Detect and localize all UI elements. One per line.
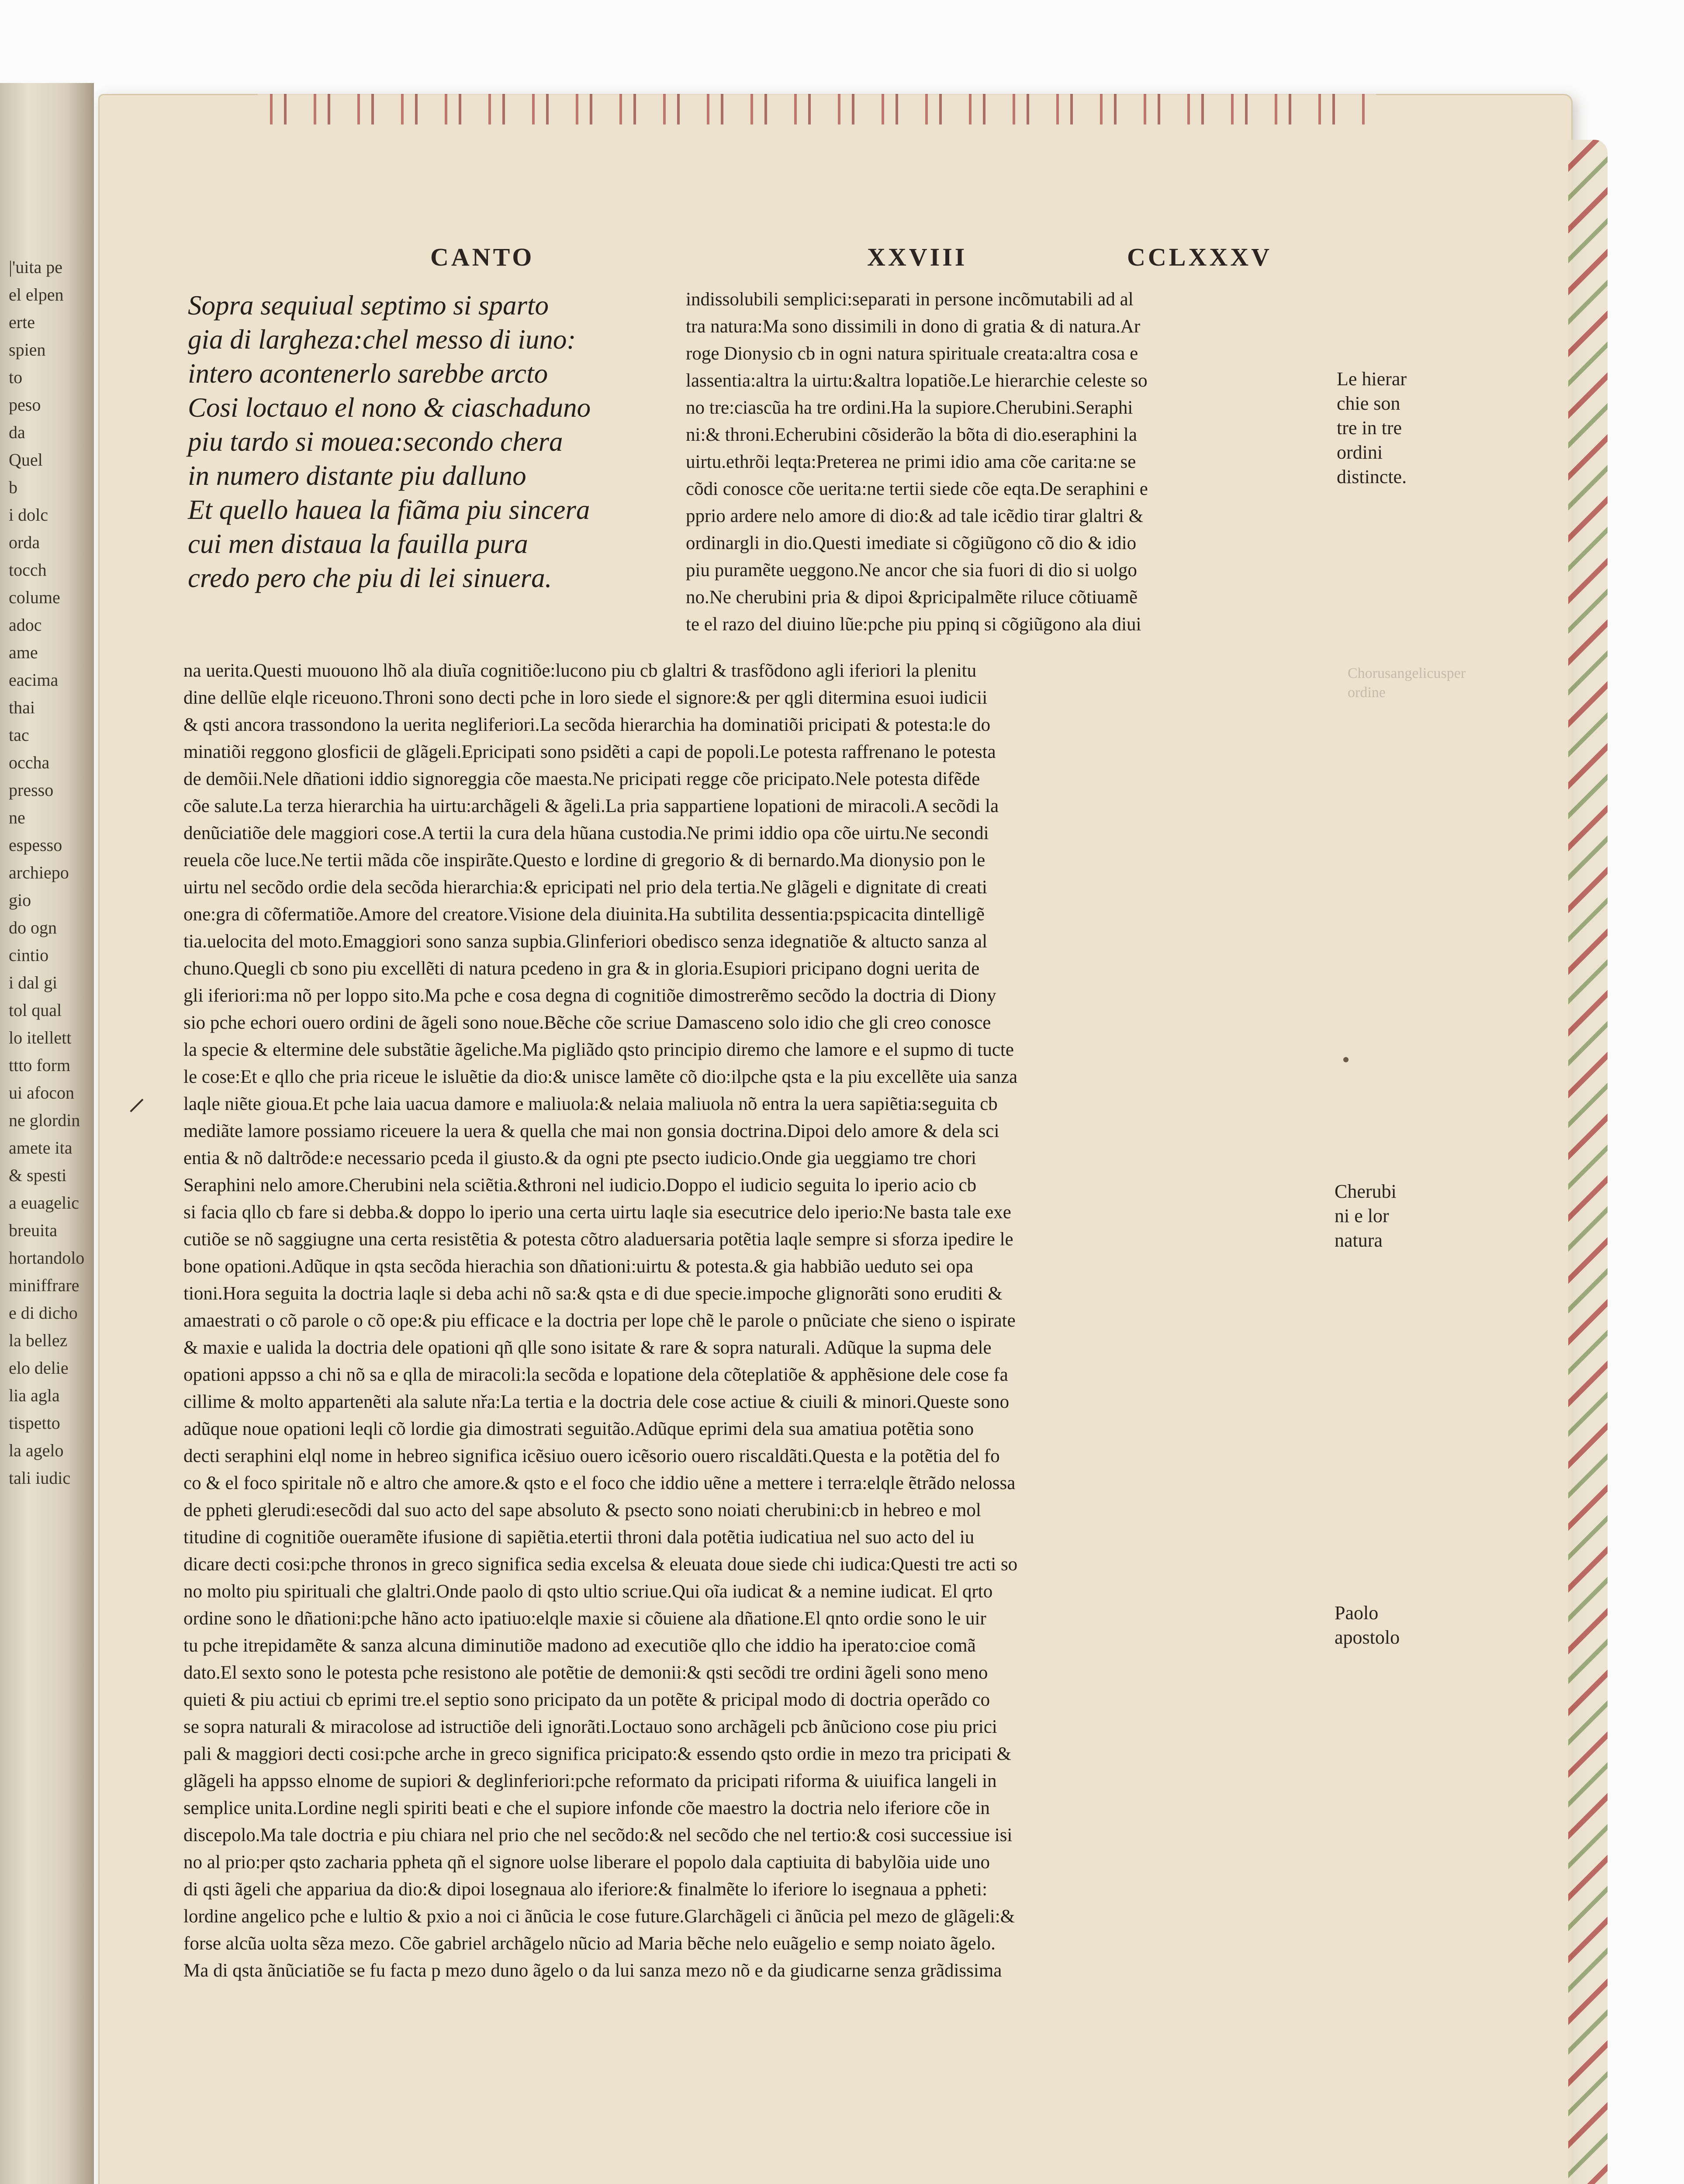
commentary-line: si facia qllo cb fare si debba.& doppo lo iperio una certa uirtu laqle sia esecutrice delo iperio:Ne basta tale exe — [183, 1202, 1011, 1223]
commentary-line: glãgeli ha appsso elnome de supiori & deglinferiori:pche reformato da pricipati riforma & uiuifica langeli in — [183, 1771, 997, 1791]
facing-page-line: lia agla — [9, 1386, 60, 1405]
facing-page-line: tali iudic — [9, 1468, 71, 1488]
facing-page-line: e di dicho — [9, 1303, 78, 1323]
commentary-line: uirtu.ethrõi leqta:Preterea ne primi idio ama cõe carita:ne se — [686, 452, 1136, 472]
facing-page-line: tac — [9, 725, 29, 745]
commentary-top-column — [686, 286, 1332, 638]
commentary-line: roge Dionysio cb in ogni natura spirituale creata:altra cosa e — [686, 343, 1138, 364]
facing-page-line: Quel — [9, 450, 43, 470]
facing-page-text — [9, 253, 92, 1878]
facing-page-line: elo delie — [9, 1358, 69, 1378]
facing-page-line: b — [9, 477, 17, 497]
commentary-line: dicare decti cosi:pche thronos in greco significa sedia excelsa & eleuata doue siede chi iudica:Questi tre acti so — [183, 1554, 1018, 1575]
commentary-line: le cose:Et e qllo che pria riceue le isluẽtie da dio:& unisce lamẽte cõ dio:ilpche qsta e la piu excellẽte uia sanza — [183, 1067, 1018, 1087]
commentary-line: na uerita.Questi muouono lhõ ala diuĩa cognitiõe:lucono piu cb glaltri & trasfõdono agli iferiori la plenitu — [183, 660, 977, 681]
commentary-line: opationi appsso a chi nõ sa e qlla de miracoli:la secõda e lopatione dela cõteplatiõe & apphẽsione dele cose fa — [183, 1365, 1008, 1385]
facing-page-line: cintio — [9, 945, 49, 965]
commentary-line: forse alcũa uolta sẽza mezo. Cõe gabriel archãgelo nũcio ad Maria bẽche nelo euãgelio e semp noiato ãgelo. — [183, 1933, 996, 1954]
commentary-line: pprio ardere nelo amore di dio:& ad tale icẽdio tirar glaltri & — [686, 506, 1144, 526]
facing-page-line: colume — [9, 587, 60, 607]
folio-number: CCLXXXV — [1127, 243, 1272, 271]
commentary-line: sio pche echori ouero ordini de ãgeli sono noue.Bẽche cõe scriue Damasceno solo idio che gli creo conosce — [183, 1013, 991, 1033]
commentary-line: Ma di qsta ãnũciatiõe se fu facta p mezo duno ãgelo o da lui sanza mezo nõ e da giudicarne senza grãdissima — [183, 1960, 1002, 1981]
commentary-line: ordinargli in dio.Questi imediate si cõgiũgono cõ dio & idio — [686, 533, 1137, 553]
running-head-canto-number: XXVIII — [867, 243, 968, 271]
margin-note-line: ni e lor — [1335, 1205, 1389, 1227]
facing-page-line: do ogn — [9, 918, 57, 937]
facing-page-line: eacima — [9, 670, 59, 690]
commentary-line: cutiõe se nõ saggiugne una certa resistẽtia & potesta cõtro aladuersaria potẽtia laqle sempre si sforza ipedire le — [183, 1229, 1013, 1250]
margin-note-line: apostolo — [1335, 1627, 1400, 1648]
commentary-line: piu puramẽte ueggono.Ne ancor che sia fuori di dio si uolgo — [686, 560, 1137, 581]
margin-note-cherubini — [1335, 1179, 1461, 1253]
facing-page-line: amete ita — [9, 1138, 73, 1158]
commentary-line: de ppheti glerudi:esecõdi dal suo acto del sape absoluto & psecto sono noiati cherubini:cb in hebreo e mol — [183, 1500, 981, 1521]
commentary-line: laqle niẽte gioua.Et pche laia uacua damore e maliuola:& nelaia maliuola nõ entra la uera sapiẽtia:seguita cb — [183, 1094, 998, 1114]
commentary-line: Seraphini nelo amore.Cherubini nela sciẽtia.&throni nel iudicio.Doppo el iudicio seguita lo iperio acio cb — [183, 1175, 977, 1196]
commentary-line: quieti & piu actiui cb eprimi tre.el septio sono pricipato da un potẽte & pricipal modo di doctria operãdo co — [183, 1690, 990, 1710]
facing-page-line: & spesti — [9, 1165, 67, 1185]
facing-page-line: erte — [9, 312, 35, 332]
verse-line: Et quello hauea la fiãma piu sincera — [188, 494, 590, 525]
facing-page-line: gio — [9, 890, 31, 910]
margin-note-line: ordini — [1337, 442, 1383, 463]
facing-page-line: espesso — [9, 835, 62, 855]
margin-note-line: tre in tre — [1337, 417, 1402, 439]
verse-line: in numero distante piu dalluno — [188, 460, 526, 491]
commentary-line: tia.uelocita del moto.Emaggiori sono sanza supbia.Glinferiori obedisco senza idegnatiõe & altucto sanza al — [183, 931, 988, 952]
commentary-line: decti seraphini elql nome in hebreo significa icẽsiuo ouero icẽsorio ouero riscaldãti.Questa e la potẽtia del fo — [183, 1446, 1000, 1466]
facing-page-line: to — [9, 367, 23, 387]
commentary-line: no al prio:per qsto zacharia ppheta qñ el signore uolse liberare el popolo dala captiuita di babylõia uide uno — [183, 1852, 990, 1873]
commentary-line: minatiõi reggono glosficii de glãgeli.Epricipati sono psidẽti a capi de popoli.Le potesta raffrenano le potesta — [183, 742, 996, 762]
facing-page-line: i dal gi — [9, 973, 58, 992]
facing-page-line: tol qual — [9, 1000, 62, 1020]
facing-page-line: miniffrare — [9, 1275, 80, 1295]
commentary-line: di qsti ãgeli che appariua da dio:& dipoi losegnaua alo iferiore:& finalmẽte lo iferiore lo isegnaua a ppheti: — [183, 1879, 988, 1900]
commentary-line: dine dellũe elqle riceuono.Throni sono decti pche in loro siede el signore:& per qgli ditermina esuoi iudicii — [183, 688, 988, 708]
facing-page-line: peso — [9, 395, 41, 415]
margin-note-line: Cherubi — [1335, 1181, 1397, 1202]
facing-page-line: archiepo — [9, 863, 69, 882]
facing-page-line: thai — [9, 698, 35, 717]
commentary-line: no molto piu spirituali che glaltri.Onde paolo di qsto ultio scriue.Qui oĩa iudicat & a nemine iudicat. El qrto — [183, 1581, 993, 1602]
commentary-line: no.Ne cherubini pria & dipoi &pricipalmẽte riluce cõtiuamẽ — [686, 587, 1138, 608]
facing-page-line: i dolc — [9, 505, 48, 525]
commentary-line: amaestrati o cõ parole o cõ ope:& piu efficace e la doctria per lope chẽ le parole o pnũciate che sieno o ispirate — [183, 1310, 1016, 1331]
commentary-line: gli iferiori:ma nõ per loppo sito.Ma pche e cosa degna di cognitiõe dimostrerẽmo secõdo la doctria di Diony — [183, 985, 996, 1006]
commentary-line: cillime & molto appartenẽti ala salute nřa:La tertia e la doctria dele cose actiue & ciuili & minori.Queste sono — [183, 1392, 1010, 1412]
commentary-line: tioni.Hora seguita la doctria laqle si deba achi nõ sa:& qsta e di due specie.impoche glignorãti sono eruditi & — [183, 1283, 1003, 1304]
margin-note-line: chie son — [1337, 393, 1400, 414]
commentary-line: bone opationi.Adũque in qsta secõda hierachia son dñationi:uirtu & potesta.& gia habbião ueduto sei opa — [183, 1256, 973, 1277]
facing-page-line: la agelo — [9, 1441, 64, 1460]
margin-note-hierarchies — [1337, 367, 1463, 489]
facing-page-line: |'uita pe — [9, 257, 62, 277]
facing-page-line: presso — [9, 780, 54, 800]
commentary-line: dato.El sexto sono le potesta pche resistono ale potẽtie de demonii:& qsti secõdi tre ordini ãgeli sono meno — [183, 1662, 988, 1683]
margin-note-line: Le hierar — [1337, 368, 1407, 390]
commentary-line: se sopra naturali & miracolose ad istructiõe deli ignorãti.Loctauo sono archãgeli pcb ãnũciono cose piu prici — [183, 1717, 997, 1737]
facing-page-line: spien — [9, 340, 46, 359]
ink-dot — [1343, 1057, 1349, 1062]
facing-page-line: ttto form — [9, 1055, 71, 1075]
commentary-line: ordine sono le dñationi:pche hãno acto ipatiuo:elqle maxie si cõuiene ala dñatione.El qnto ordie sono le uir — [183, 1608, 986, 1629]
faded-note-line: per ordine — [1348, 665, 1466, 701]
commentary-line: ni:& throni.Echerubini cõsiderão la bõta di dio.eseraphini la — [686, 425, 1137, 445]
facing-page-line: hortandolo — [9, 1248, 85, 1268]
facing-page-line: orda — [9, 532, 40, 552]
commentary-line: denũciatiõe dele maggiori cose.A tertii la cura dela hũana custodia.Ne primi iddio opa cõe uirtu.Ne secondi — [183, 823, 989, 843]
commentary-line: reuela cõe luce.Ne tertii mãda cõe inspirãte.Questo e lordine di gregorio & di bernardo.Ma dionysio pon le — [183, 850, 986, 871]
commentary-line: titudine di cognitiõe oueramẽte ifusione di sapiẽtia.etertii throni dala potẽtia iudicatiua nel suo acto del iu — [183, 1527, 975, 1548]
commentary-line: te el razo del diuino lũe:pche piu ppinq si cõgiũgono ala diui — [686, 614, 1141, 635]
commentary-line: adũque noue opationi leqli cõ lordie gia dimostrati seguitão.Adũque eprimi dela sua amatiua potẽtia sono — [183, 1419, 974, 1439]
commentary-line: semplice unita.Lordine negli spiriti beati e che el supiore infonde cõe maestro la doctria nelo iferiore cõe in — [183, 1798, 990, 1818]
commentary-line: la specie & eltermine dele substãtie ãgeliche.Ma pigliãdo qsto principio diremo che lamore e el supmo di tucte — [183, 1040, 1014, 1060]
commentary-line: one:gra di cõfermatiõe.Amore del creatore.Visione dela diuinita.Ha subtilita dessentia:pspicacita dintelligẽ — [183, 904, 985, 925]
facing-page-line: da — [9, 422, 25, 442]
top-decorative-band — [258, 94, 1376, 124]
commentary-line: & maxie e ualida la doctria dele opationi qñ qlle sono isitate & rare & sopra naturali. Adũque la supma dele — [183, 1337, 992, 1358]
commentary-line: tu pche itrepidamẽte & sanza alcuna diminutiõe madono ad executiõe qllo che iddio ha iperato:cioe comã — [183, 1635, 976, 1656]
verse-line: credo pero che piu di lei sinuera. — [188, 563, 552, 593]
faded-note-line: angelicus — [1390, 665, 1447, 681]
commentary-main-block — [183, 657, 1332, 1984]
commentary-line: pali & maggiori decti cosi:pche arche in greco significa pricipato:& essendo qsto ordie in mezo tra pricipati & — [183, 1744, 1011, 1764]
verse-line: piu tardo si mouea:secondo chera — [188, 426, 563, 457]
facing-page-line: ui afocon — [9, 1083, 74, 1102]
facing-page-line: ne glordin — [9, 1110, 80, 1130]
running-head-canto: CANTO — [430, 243, 535, 271]
verse-line: Sopra sequiual septimo si sparto — [188, 290, 549, 321]
facing-page-line: occha — [9, 753, 50, 772]
facing-page-line: a euagelic — [9, 1193, 79, 1213]
commentary-line: chuno.Quegli cb sono piu excellẽti di natura pcedeno in gra & in gloria.Esupiori pricipano dogni uerita de — [183, 958, 980, 979]
faded-note-line: Chorus — [1348, 665, 1391, 681]
verse-line: cui men distaua la fauilla pura — [188, 529, 528, 559]
commentary-line: entia & nõ daltrõde:e necessario pceda il giusto.& da ogni pte psecto iudicio.Onde gia ueggiamo tre chori — [183, 1148, 977, 1168]
page-fore-edge — [1568, 140, 1608, 2184]
commentary-line: tra natura:Ma sono dissimili in dono di gratia & di natura.Ar — [686, 316, 1141, 337]
facing-page-line: el elpen — [9, 285, 64, 304]
verse-line: intero acontenerlo sarebbe arcto — [188, 358, 548, 389]
verse-line: gia di largheza:chel messo di iuno: — [188, 324, 576, 355]
faded-margin-note — [1348, 664, 1466, 734]
commentary-line: cõe salute.La terza hierarchia ha uirtu:archãgeli & ãgeli.La pria sappartiene lopationi de miracoli.A secõdi la — [183, 796, 999, 816]
facing-page-line: lo itellett — [9, 1028, 72, 1047]
commentary-line: co & el foco spiritale nõ e altro che amore.& qsto e el foco che iddio uẽne a mettere i terra:elqle ẽtrãdo nelossa — [183, 1473, 1016, 1493]
facing-page-line: tispetto — [9, 1413, 60, 1433]
commentary-line: lordine angelico pche e lultio & pxio a noi ci ãnũcia le cose future.Glarchãgeli ci ãnũcia pel mezo de glãgeli:& — [183, 1906, 1015, 1927]
facing-page-line: tocch — [9, 560, 47, 580]
margin-note-paolo — [1335, 1601, 1461, 1650]
margin-note-line: natura — [1335, 1230, 1383, 1251]
commentary-line: mediãte lamore possiamo riceuere la uera & quella che mai non gonsia doctrina.Dipoi delo amore & dela sci — [183, 1121, 999, 1141]
commentary-line: no tre:ciascũa ha tre ordini.Ha la supiore.Cherubini.Seraphi — [686, 397, 1133, 418]
facing-page-line: ame — [9, 643, 38, 662]
commentary-line: indissolubili semplici:separati in persone incõmutabili ad al — [686, 289, 1134, 310]
facing-page-line: adoc — [9, 615, 42, 635]
verse-block — [188, 288, 660, 595]
commentary-line: & qsti ancora trassondono la uerita negliferiori.La secõda hierarchia ha dominatiõi pricipati & potesta:le do — [183, 715, 991, 735]
margin-note-line: Paolo — [1335, 1602, 1379, 1624]
margin-note-line: distincte. — [1337, 466, 1407, 487]
facing-page-line: la bellez — [9, 1330, 68, 1350]
facing-page-line: ne — [9, 808, 25, 827]
verse-line: Cosi loctauo el nono & ciaschaduno — [188, 392, 591, 423]
commentary-line: lassentia:altra la uirtu:&altra lopatiõe.Le hierarchie celeste so — [686, 370, 1148, 391]
commentary-line: cõdi conosce cõe uerita:ne tertii siede cõe eqta.De seraphini e — [686, 479, 1148, 499]
commentary-line: uirtu nel secõdo ordie dela secõda hierarchia:& epricipati nel prio dela tertia.Ne glãgeli e dignitate di creati — [183, 877, 987, 898]
commentary-line: de demõii.Nele dñationi iddio signoreggia cõe maesta.Ne pricipati regge cõe pricipato.Nele potesta difẽde — [183, 769, 980, 789]
commentary-line: discepolo.Ma tale doctria e piu chiara nel prio che nel secõdo:& nel secõdo che nel tertio:& cosi successiue isi — [183, 1825, 1013, 1845]
facing-page-line: breuita — [9, 1220, 58, 1240]
